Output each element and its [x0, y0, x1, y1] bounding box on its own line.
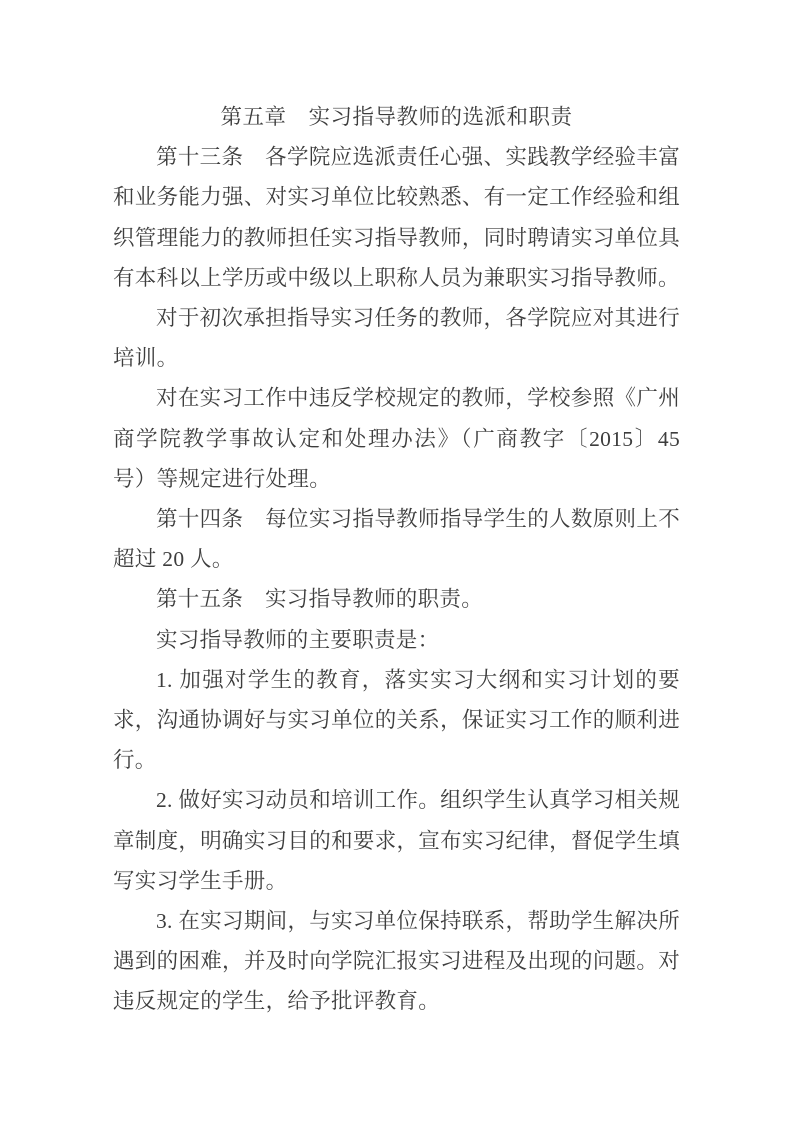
paragraph-article-15: 第十五条 实习指导教师的职责。 — [156, 587, 484, 612]
paragraph-duties-intro: 实习指导教师的主要职责是： — [156, 627, 440, 652]
paragraph-first-time-training: 对于初次承担指导实习任务的教师，各学院应对其进行培训。 — [113, 306, 680, 371]
paragraph-duty-1: 1. 加强对学生的教育，落实实习大纲和实习计划的要求，沟通协调好与实习单位的关系，保证实习工作的顺利进行。 — [113, 667, 680, 773]
chapter-heading: 第五章 实习指导教师的选派和职责 — [220, 105, 573, 129]
paragraph-violation-handling: 对在实习工作中违反学校规定的教师，学校参照《广州商学院教学事故认定和处理办法》（广商教字〔2015〕45 号）等规定进行处理。 — [113, 386, 680, 491]
document-body — [113, 97, 680, 1022]
paragraph-article-14: 第十四条 每位实习指导教师指导学生的人数原则上不超过 20 人。 — [113, 507, 680, 572]
paragraph-duty-2: 2. 做好实习动员和培训工作。组织学生认真学习相关规章制度，明确实习目的和要求，宣布实习纪律，督促学生填写实习学生手册。 — [113, 788, 680, 893]
paragraph-article-13: 第十三条 各学院应选派责任心强、实践教学经验丰富和业务能力强、对实习单位比较熟悉、有一定工作经验和组织管理能力的教师担任实习指导教师，同时聘请实习单位具有本科以上学历或中级以上职称人员为兼职实习指导教师。 — [113, 145, 680, 290]
paragraph-duty-3: 3. 在实习期间，与实习单位保持联系，帮助学生解决所遇到的困难，并及时向学院汇报实习进程及出现的问题。对违反规定的学生，给予批评教育。 — [113, 909, 680, 1014]
